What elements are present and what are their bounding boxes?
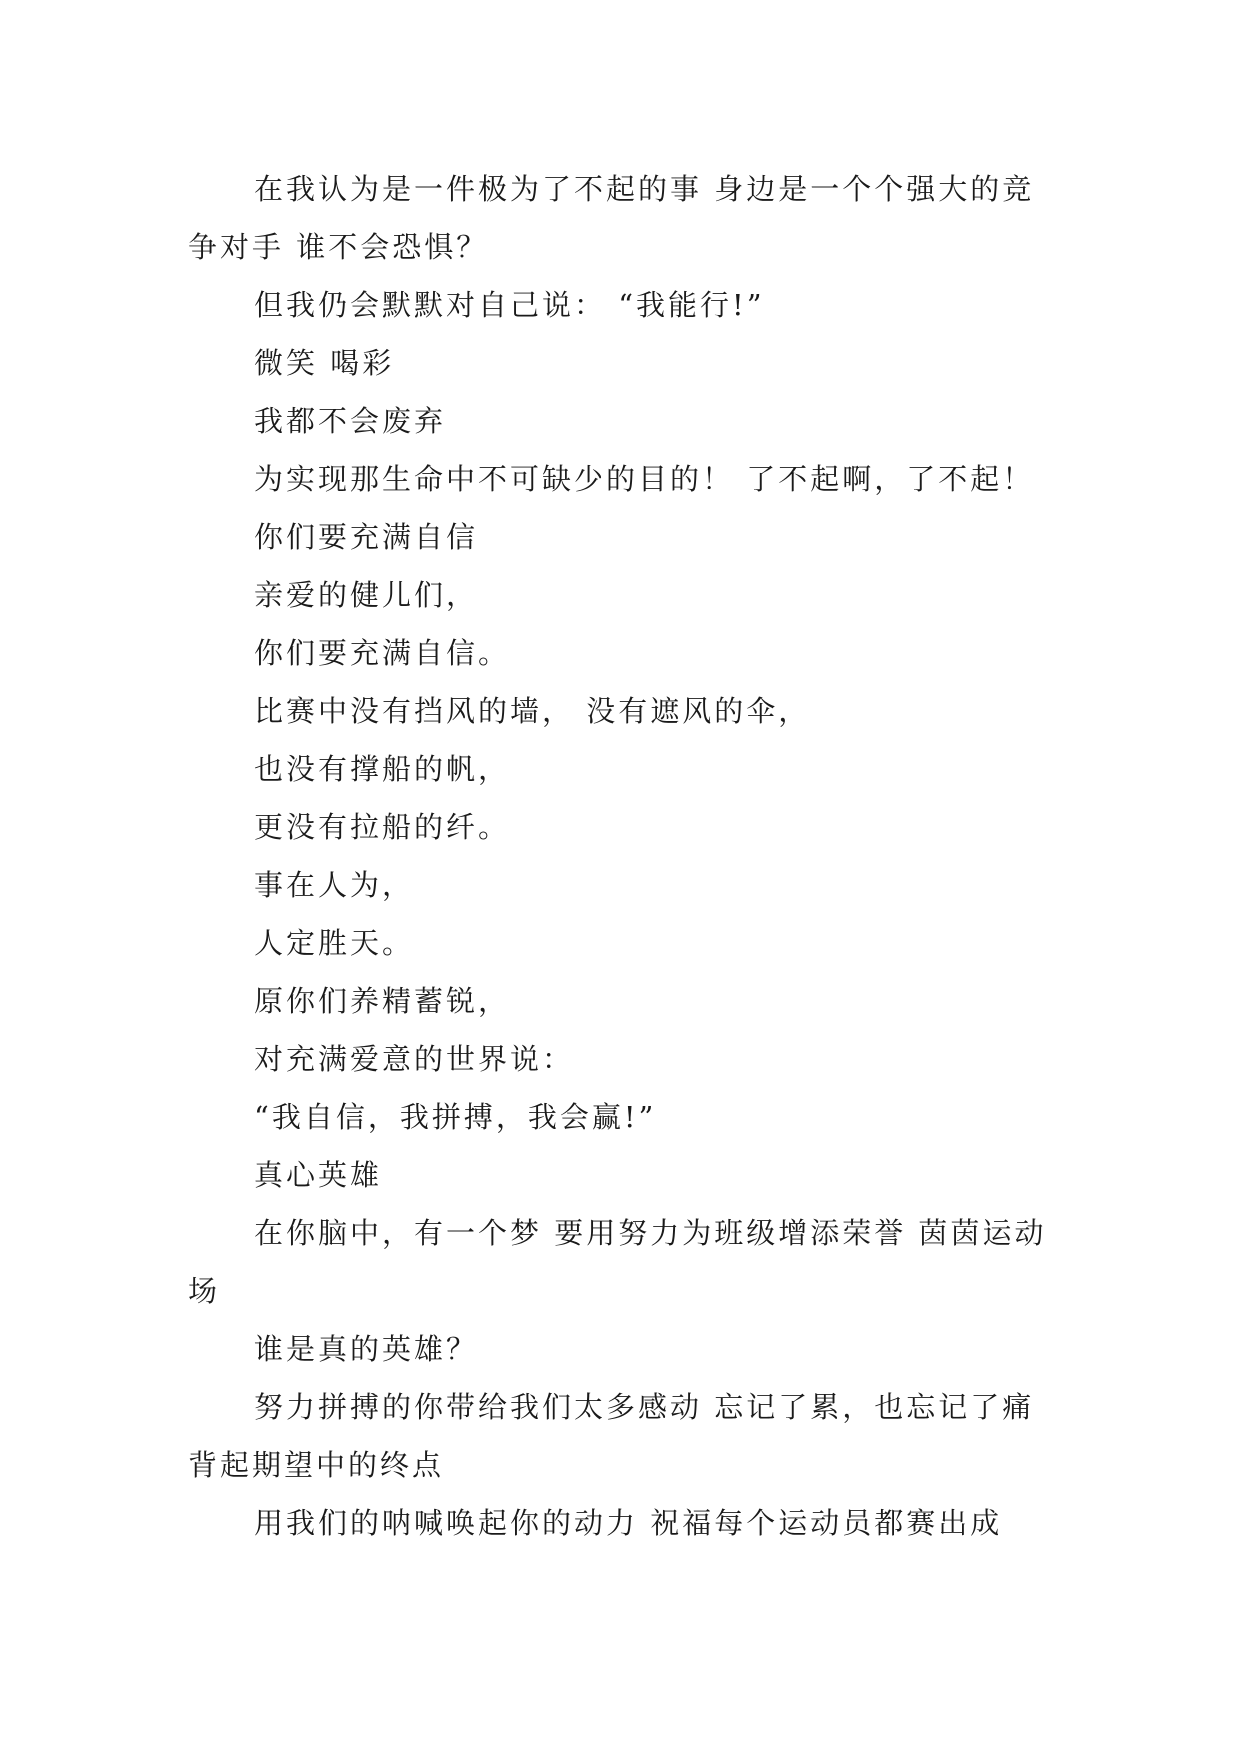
paragraph: 比赛中没有挡风的墙， 没有遮风的伞， <box>254 694 811 728</box>
paragraph: 更没有拉船的纤。 <box>254 810 511 844</box>
paragraph: 用我们的呐喊唤起你的动力 祝福每个运动员都赛出成 <box>254 1506 1003 1540</box>
document-body <box>188 160 1048 1552</box>
paragraph: 事在人为， <box>254 868 415 902</box>
paragraph: 人定胜天。 <box>254 926 415 960</box>
paragraph: 你们要充满自信 <box>254 520 479 554</box>
paragraph: 努力拼搏的你带给我们太多感动 忘记了累，也忘记了痛 背起期望中的终点 <box>188 1390 1047 1482</box>
paragraph: 微笑 喝彩 <box>254 346 395 380</box>
paragraph: 为实现那生命中不可缺少的目的！ 了不起啊，了不起！ <box>254 462 1035 496</box>
paragraph: 真心英雄 <box>254 1158 383 1192</box>
paragraph: 亲爱的健儿们， <box>254 578 479 612</box>
paragraph: 在我认为是一件极为了不起的事 身边是一个个强大的竞争对手 谁不会恐惧？ <box>188 172 1035 264</box>
paragraph: 在你脑中，有一个梦 要用努力为班级增添荣誉 茵茵运动场 <box>188 1216 1047 1308</box>
paragraph: 你们要充满自信。 <box>254 636 511 670</box>
paragraph: 谁是真的英雄？ <box>254 1332 479 1366</box>
paragraph: 但我仍会默默对自己说： “我能行!” <box>254 288 765 322</box>
paragraph: 也没有撑船的帆， <box>254 752 511 786</box>
paragraph: 原你们养精蓄锐， <box>254 984 511 1018</box>
paragraph: 对充满爱意的世界说： <box>254 1042 575 1076</box>
paragraph: 我都不会废弃 <box>254 404 447 438</box>
paragraph: “我自信，我拼搏，我会赢!” <box>254 1100 657 1134</box>
